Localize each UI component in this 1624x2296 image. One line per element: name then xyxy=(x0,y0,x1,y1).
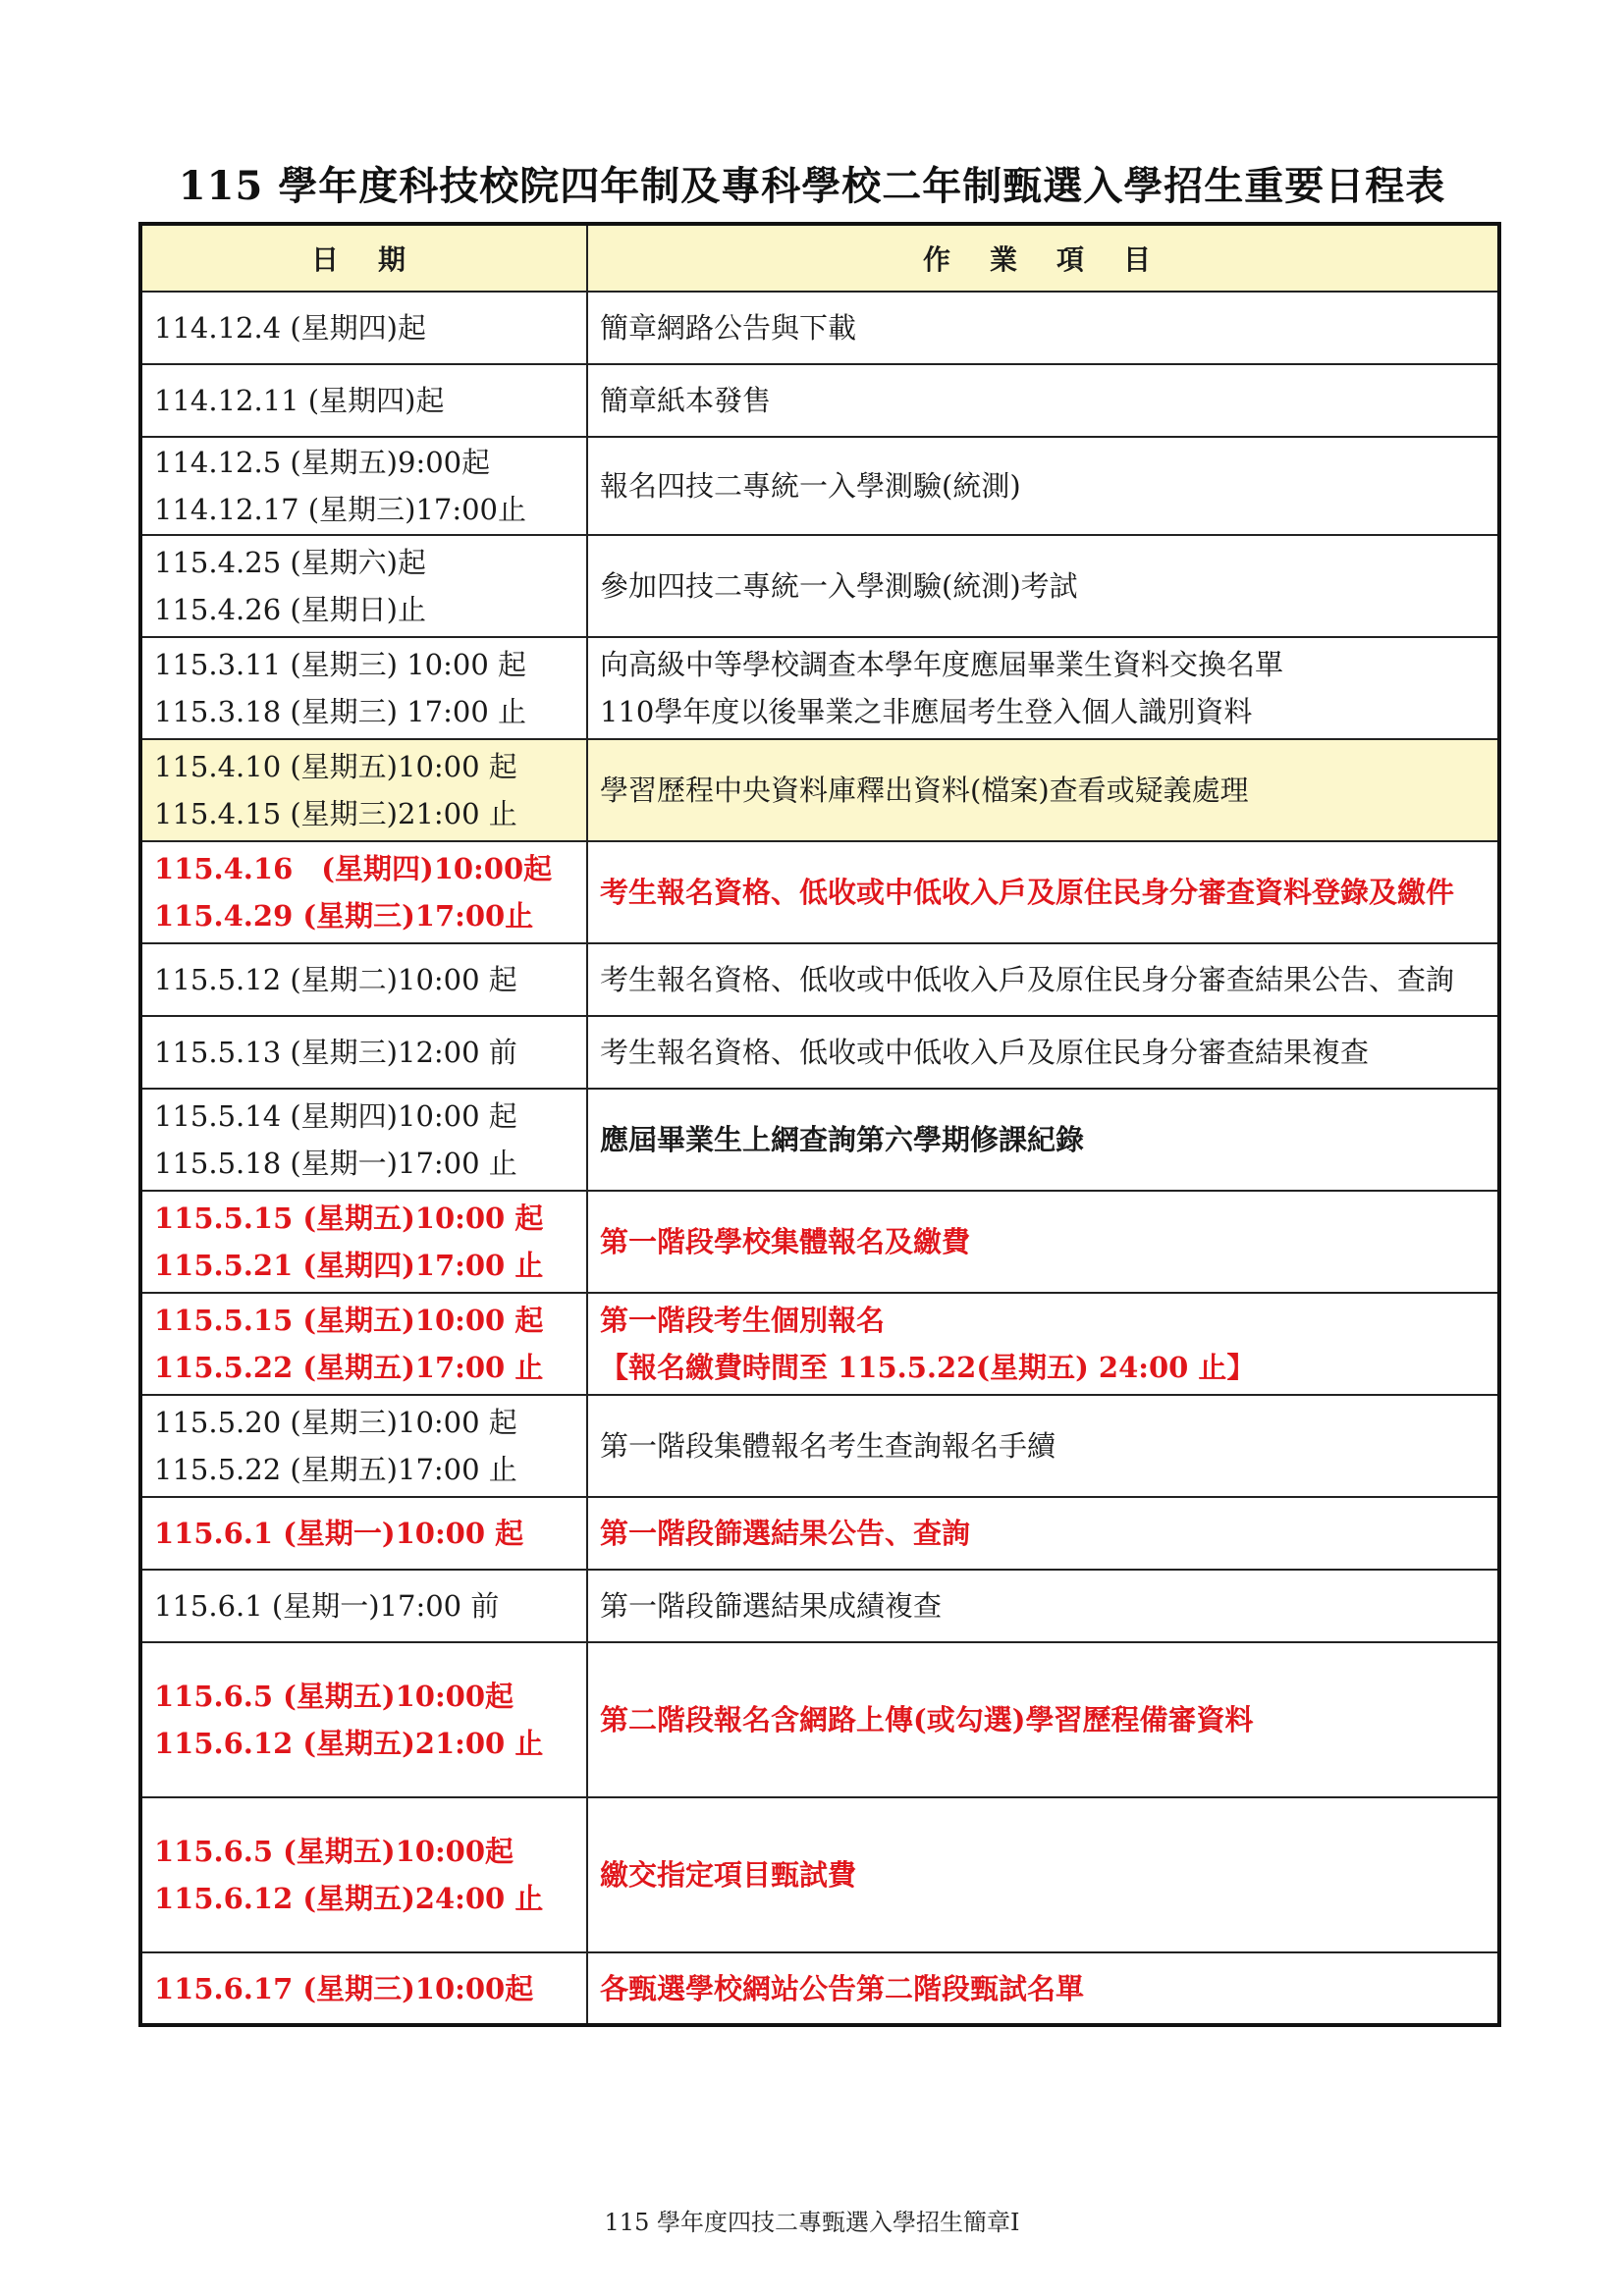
task-cell xyxy=(587,1395,1499,1497)
table-row xyxy=(140,841,1499,943)
table-header-row xyxy=(140,224,1499,292)
task-line: 參加四技二專統一入學測驗(統測)考試 xyxy=(600,569,1078,603)
task-cell xyxy=(587,292,1499,364)
table-row xyxy=(140,1642,1499,1797)
table-row xyxy=(140,437,1499,535)
date-line: 115.5.12 (星期二)10:00 起 xyxy=(154,963,517,996)
task-line: 110學年度以後畢業之非應屆考生登入個人識別資料 xyxy=(600,695,1253,728)
schedule-table xyxy=(138,222,1501,2027)
date-cell xyxy=(140,1570,587,1642)
task-line: 繳交指定項目甄試費 xyxy=(600,1858,857,1892)
task-line: 第二階段報名含網路上傳(或勾選)學習歷程備審資料 xyxy=(600,1703,1254,1736)
task-cell xyxy=(587,437,1499,535)
task-line: 學習歷程中央資料庫釋出資料(檔案)查看或疑義處理 xyxy=(600,774,1249,807)
date-cell xyxy=(140,1016,587,1089)
date-cell xyxy=(140,739,587,841)
table-row xyxy=(140,1797,1499,1952)
date-line: 115.5.21 (星期四)17:00 止 xyxy=(154,1249,544,1282)
date-line: 115.6.1 (星期一)10:00 起 xyxy=(154,1517,524,1550)
date-column-header: 日期 xyxy=(140,224,587,292)
table-row xyxy=(140,1293,1499,1395)
task-cell xyxy=(587,364,1499,437)
task-cell xyxy=(587,943,1499,1016)
task-cell xyxy=(587,1191,1499,1293)
task-cell xyxy=(587,1952,1499,2025)
table-row xyxy=(140,364,1499,437)
table-row xyxy=(140,1395,1499,1497)
date-cell xyxy=(140,1293,587,1395)
date-line: 115.6.17 (星期三)10:00起 xyxy=(154,1971,534,2005)
date-line: 115.5.15 (星期五)10:00 起 xyxy=(154,1201,544,1235)
page-footer: 115 學年度四技二專甄選入學招生簡章I xyxy=(604,2209,1020,2236)
task-cell xyxy=(587,1642,1499,1797)
task-line: 第一階段集體報名考生查詢報名手續 xyxy=(600,1429,1056,1463)
task-line: 簡章網路公告與下載 xyxy=(600,311,857,345)
date-line: 115.6.5 (星期五)10:00起 xyxy=(154,1680,514,1713)
task-line: 考生報名資格、低收或中低收入戶及原住民身分審查結果複查 xyxy=(600,1036,1370,1069)
date-cell xyxy=(140,437,587,535)
task-cell xyxy=(587,1089,1499,1191)
date-line: 115.5.14 (星期四)10:00 起 xyxy=(154,1099,517,1133)
task-cell xyxy=(587,1570,1499,1642)
table-row xyxy=(140,739,1499,841)
task-line: 【報名繳費時間至 115.5.22(星期五) 24:00 止】 xyxy=(600,1351,1256,1384)
date-line: 114.12.5 (星期五)9:00起 xyxy=(154,446,491,479)
date-cell xyxy=(140,364,587,437)
date-line: 115.3.18 (星期三) 17:00 止 xyxy=(154,695,526,728)
date-cell xyxy=(140,1395,587,1497)
task-line: 考生報名資格、低收或中低收入戶及原住民身分審查結果公告、查詢 xyxy=(600,963,1455,996)
date-line: 115.5.18 (星期一)17:00 止 xyxy=(154,1147,517,1180)
table-row xyxy=(140,1089,1499,1191)
table-row xyxy=(140,535,1499,637)
task-line: 考生報名資格、低收或中低收入戶及原住民身分審查資料登錄及繳件 xyxy=(600,876,1455,909)
task-cell xyxy=(587,739,1499,841)
date-cell xyxy=(140,841,587,943)
page-title: 115 學年度科技校院四年制及專科學校二年制甄選入學招生重要日程表 xyxy=(178,163,1446,209)
date-line: 115.6.1 (星期一)17:00 前 xyxy=(154,1589,500,1623)
date-cell xyxy=(140,637,587,739)
date-line: 115.4.10 (星期五)10:00 起 xyxy=(154,750,517,783)
table-row xyxy=(140,1497,1499,1570)
date-cell xyxy=(140,1642,587,1797)
date-line: 115.5.20 (星期三)10:00 起 xyxy=(154,1406,517,1439)
date-cell xyxy=(140,943,587,1016)
date-line: 114.12.4 (星期四)起 xyxy=(154,311,426,345)
task-line: 第一階段學校集體報名及繳費 xyxy=(600,1225,971,1258)
date-cell xyxy=(140,1191,587,1293)
date-line: 115.3.11 (星期三) 10:00 起 xyxy=(154,648,526,681)
task-line: 第一階段考生個別報名 xyxy=(600,1304,886,1337)
date-cell xyxy=(140,1497,587,1570)
task-cell xyxy=(587,841,1499,943)
task-cell xyxy=(587,1016,1499,1089)
date-line: 115.5.13 (星期三)12:00 前 xyxy=(154,1036,517,1069)
task-column-header: 作業項目 xyxy=(587,224,1499,292)
date-cell xyxy=(140,292,587,364)
table-row xyxy=(140,292,1499,364)
task-line: 報名四技二專統一入學測驗(統測) xyxy=(600,469,1021,503)
date-cell xyxy=(140,1797,587,1952)
table-row xyxy=(140,1570,1499,1642)
task-cell xyxy=(587,535,1499,637)
table-row xyxy=(140,1952,1499,2025)
task-cell xyxy=(587,637,1499,739)
date-cell xyxy=(140,1089,587,1191)
task-line: 應屆畢業生上網查詢第六學期修課紀錄 xyxy=(600,1123,1085,1156)
task-cell xyxy=(587,1293,1499,1395)
task-line: 向高級中等學校調查本學年度應屆畢業生資料交換名單 xyxy=(600,648,1284,681)
date-line: 115.5.15 (星期五)10:00 起 xyxy=(154,1304,544,1337)
date-line: 115.6.12 (星期五)24:00 止 xyxy=(154,1882,544,1915)
table-row xyxy=(140,637,1499,739)
date-line: 114.12.17 (星期三)17:00止 xyxy=(154,493,527,526)
date-line: 114.12.11 (星期四)起 xyxy=(154,384,445,417)
date-line: 115.4.26 (星期日)止 xyxy=(154,593,426,626)
date-line: 115.5.22 (星期五)17:00 止 xyxy=(154,1453,517,1486)
task-cell xyxy=(587,1497,1499,1570)
table-row xyxy=(140,943,1499,1016)
task-line: 第一階段篩選結果成績複查 xyxy=(600,1589,943,1623)
date-line: 115.6.12 (星期五)21:00 止 xyxy=(154,1727,544,1760)
date-line: 115.6.5 (星期五)10:00起 xyxy=(154,1835,514,1868)
task-cell xyxy=(587,1797,1499,1952)
task-line: 各甄選學校網站公告第二階段甄試名單 xyxy=(600,1971,1085,2005)
date-cell xyxy=(140,535,587,637)
date-line: 115.4.15 (星期三)21:00 止 xyxy=(154,797,517,830)
date-cell xyxy=(140,1952,587,2025)
table-row xyxy=(140,1191,1499,1293)
table-row xyxy=(140,1016,1499,1089)
task-line: 第一階段篩選結果公告、查詢 xyxy=(600,1517,971,1550)
date-line: 115.4.29 (星期三)17:00止 xyxy=(154,899,534,933)
task-line: 簡章紙本發售 xyxy=(600,384,772,417)
date-line: 115.4.16 (星期四)10:00起 xyxy=(154,852,553,885)
date-line: 115.5.22 (星期五)17:00 止 xyxy=(154,1351,544,1384)
date-line: 115.4.25 (星期六)起 xyxy=(154,546,426,579)
